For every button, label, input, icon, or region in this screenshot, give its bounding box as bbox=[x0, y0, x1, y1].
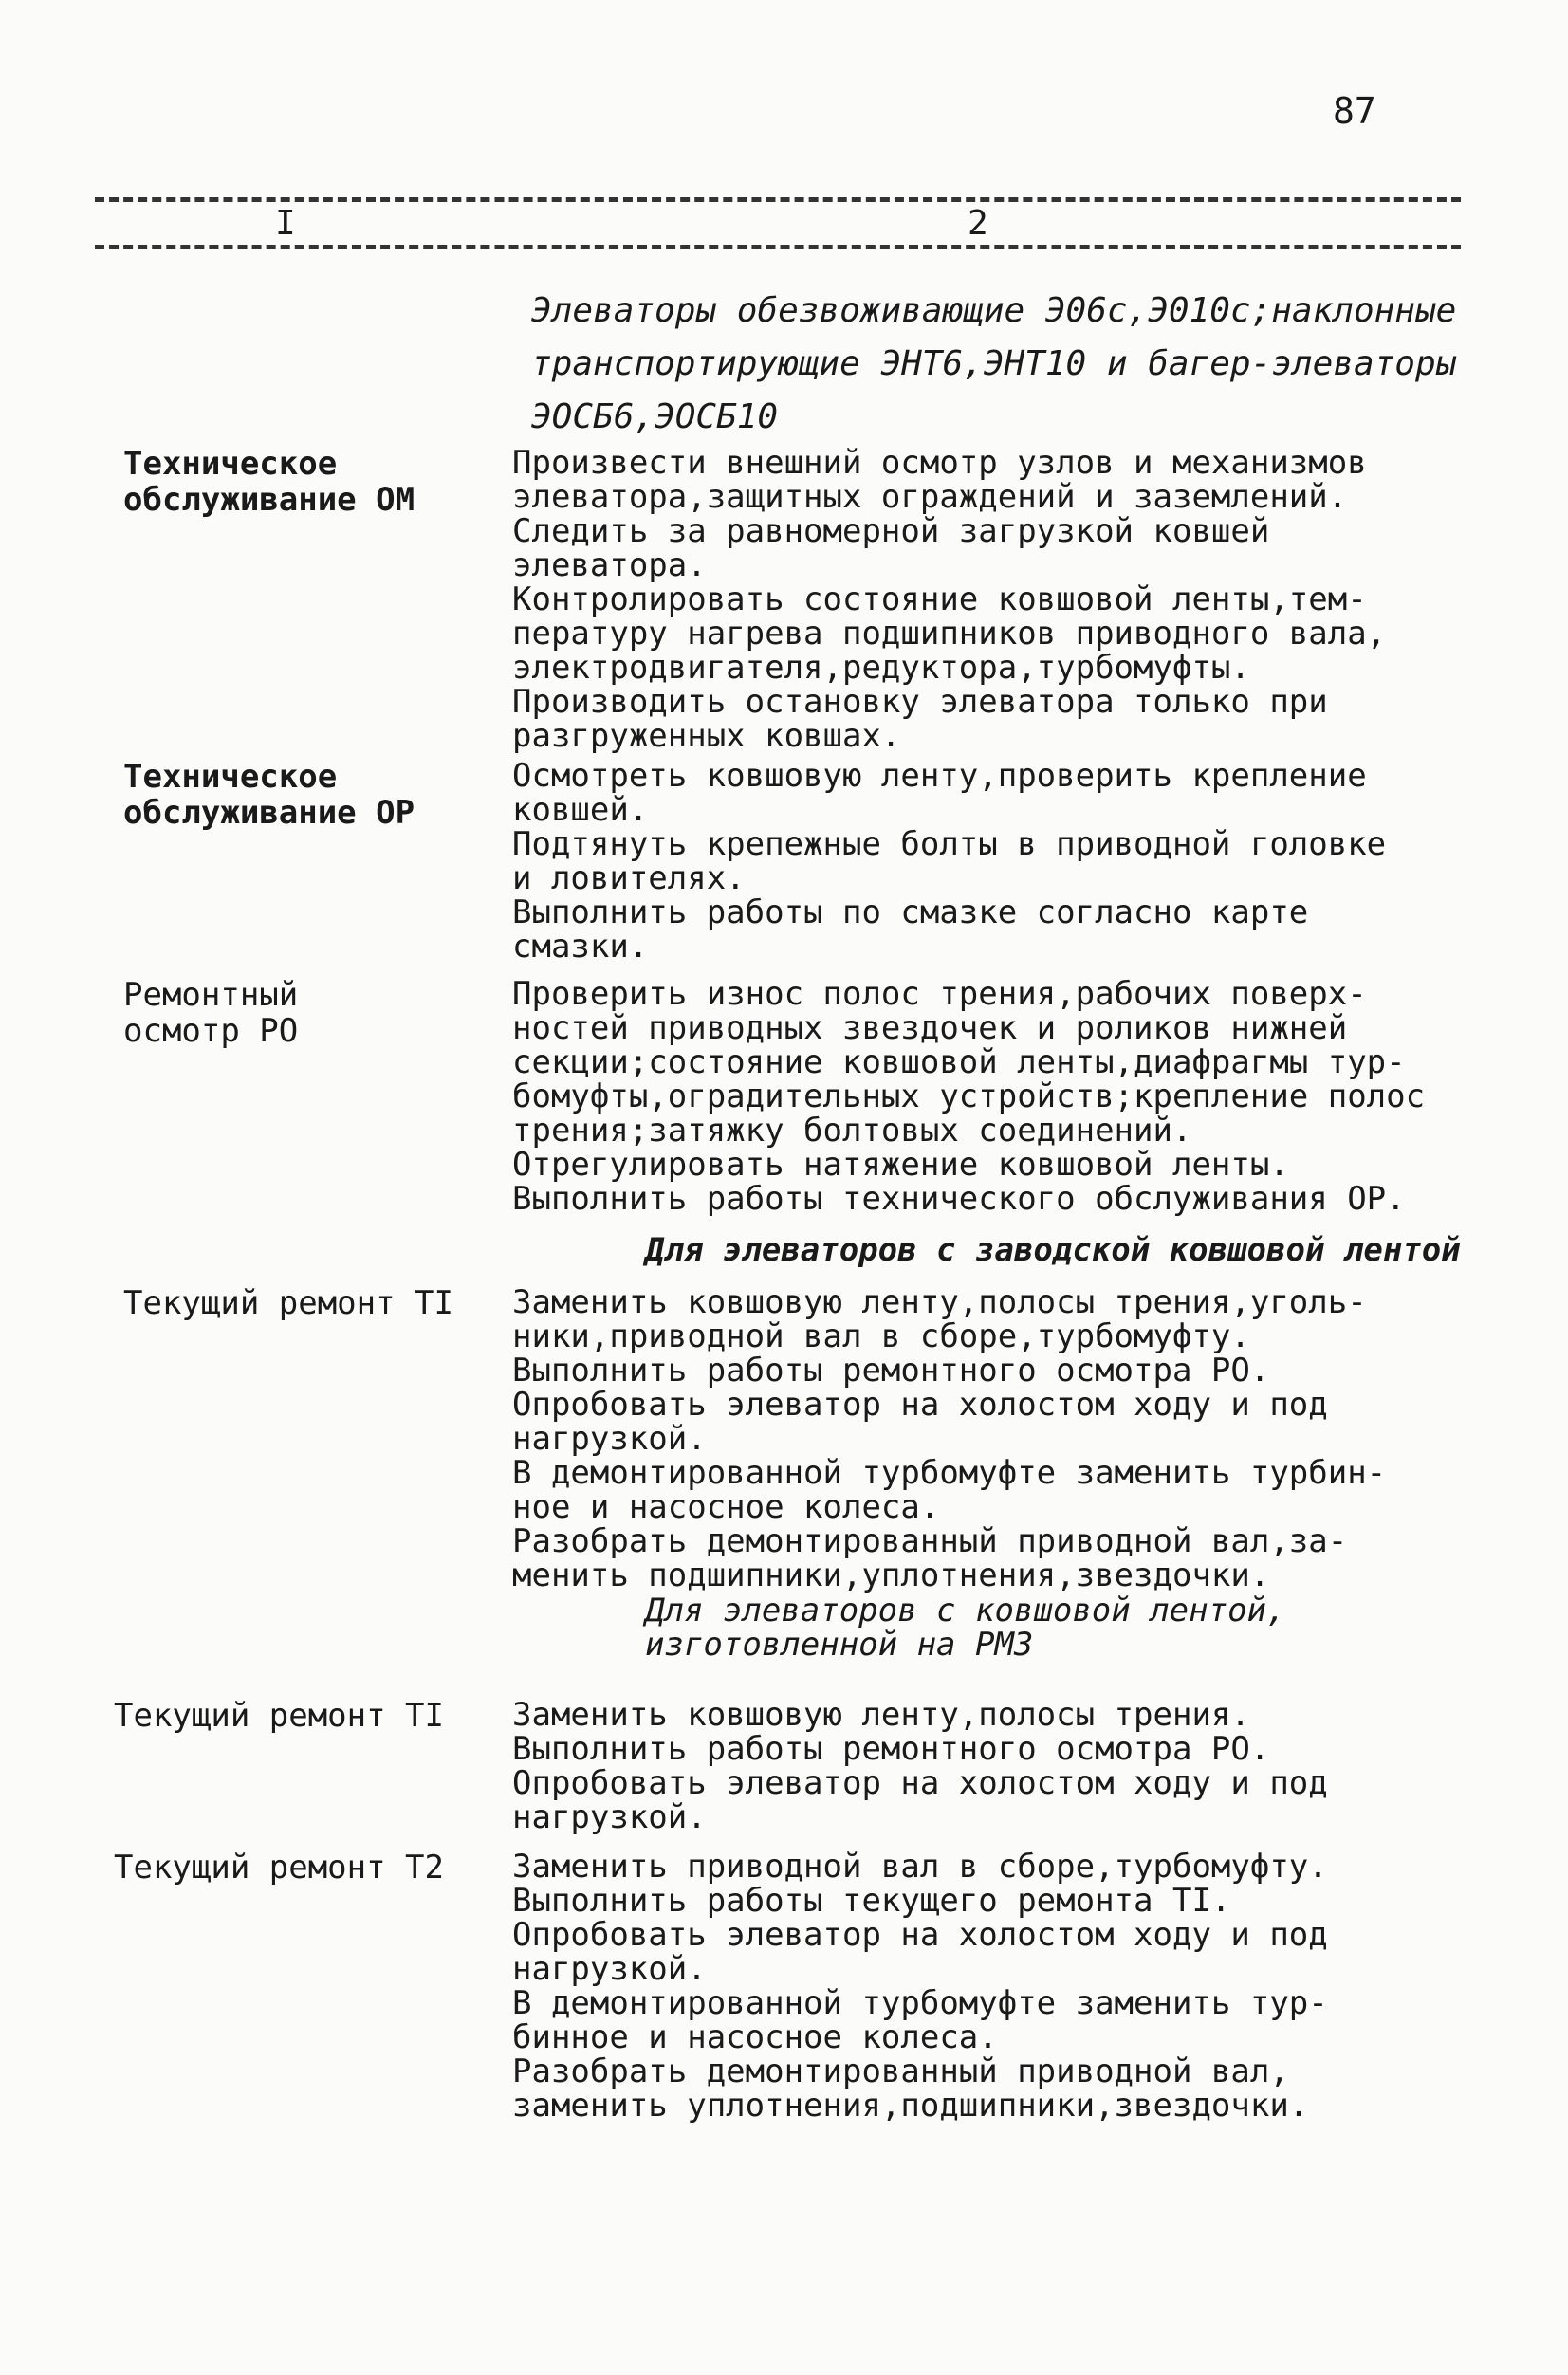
subheading-rmz-belt: Для элеваторов с ковшовой лентой, изготовленной на РМЗ bbox=[645, 1592, 1286, 1664]
column-1-label: I bbox=[275, 204, 296, 243]
table-header-bottom-rule bbox=[95, 245, 1461, 249]
subheading-factory-belt: Для элеваторов с заводской ковшовой лентой bbox=[645, 1231, 1461, 1269]
entry-body-ro: Проверить износ полос трения,рабочих поверх- ностей приводных звездочек и роликов нижней секции;состояние ковшовой ленты,диафрагмы тур- бомуфты,оградительных устройств;крепление полос трения;затяжку болтовых соединений. Отрегулировать натяжение ковшовой ленты. Выполнить работы технического обслуживания ОР. bbox=[512, 975, 1426, 1218]
page-number: 87 bbox=[1333, 90, 1376, 132]
entry-label-t2-rmz: Текущий ремонт Т2 bbox=[114, 1849, 444, 1887]
column-2-label: 2 bbox=[968, 204, 988, 243]
entry-label-ro: Ремонтный осмотр РО bbox=[123, 976, 299, 1050]
entry-label-to-om: Техническое обслуживание ОМ bbox=[123, 445, 415, 519]
entry-body-t1-rmz: Заменить ковшовую ленту,полосы трения. Выполнить работы ремонтного осмотра РО. Опробовать элеватор на холостом ходу и под нагрузкой. bbox=[512, 1696, 1328, 1836]
entry-label-to-or: Техническое обслуживание ОР bbox=[123, 758, 415, 832]
entry-label-t1-rmz: Текущий ремонт ТI bbox=[114, 1697, 444, 1735]
table-header-top-rule bbox=[95, 197, 1461, 202]
entry-body-to-or: Осмотреть ковшовую ленту,проверить крепление ковшей. Подтянуть крепежные болты в приводной головке и ловителях. Выполнить работы по смазке согласно карте смазки. bbox=[512, 757, 1387, 966]
section-title: Элеваторы обезвоживающие Э06с,Э010с;наклонные транспортирующие ЭНТ6,ЭНТ10 и багер-элеваторы ЭОСБ6,ЭОСБ10 bbox=[531, 291, 1457, 436]
entry-body-to-om: Произвести внешний осмотр узлов и механизмов элеватора,защитных ограждений и заземлений. Следить за равномерной загрузкой ковшей элеватора. Контролировать состояние ковшовой ленты,тем- пературу нагрева подшипников приводного вала, электродвигателя,редуктора,турбомуфты. Производить остановку элеватора только при разгруженных ковшах. bbox=[512, 444, 1387, 755]
entry-body-t2-rmz: Заменить приводной вал в сборе,турбомуфту. Выполнить работы текущего ремонта ТI. Опробовать элеватор на холостом ходу и под нагрузкой. В демонтированной турбомуфте заменить тур- бинное и насосное колеса. Разобрать демонтированный приводной вал, заменить уплотнения,подшипники,звездочки. bbox=[512, 1848, 1328, 2125]
entry-label-t1-factory: Текущий ремонт ТI bbox=[123, 1284, 453, 1322]
entry-body-t1-factory: Заменить ковшовую ленту,полосы трения,уголь- ники,приводной вал в сборе,турбомуфту. Выполнить работы ремонтного осмотра РО. Опробовать элеватор на холостом ходу и под нагрузкой. В демонтированной турбомуфте заменить турбин- ное и насосное колеса. Разобрать демонтированный приводной вал,за- менить подшипники,уплотнения,звездочки. bbox=[512, 1283, 1387, 1594]
